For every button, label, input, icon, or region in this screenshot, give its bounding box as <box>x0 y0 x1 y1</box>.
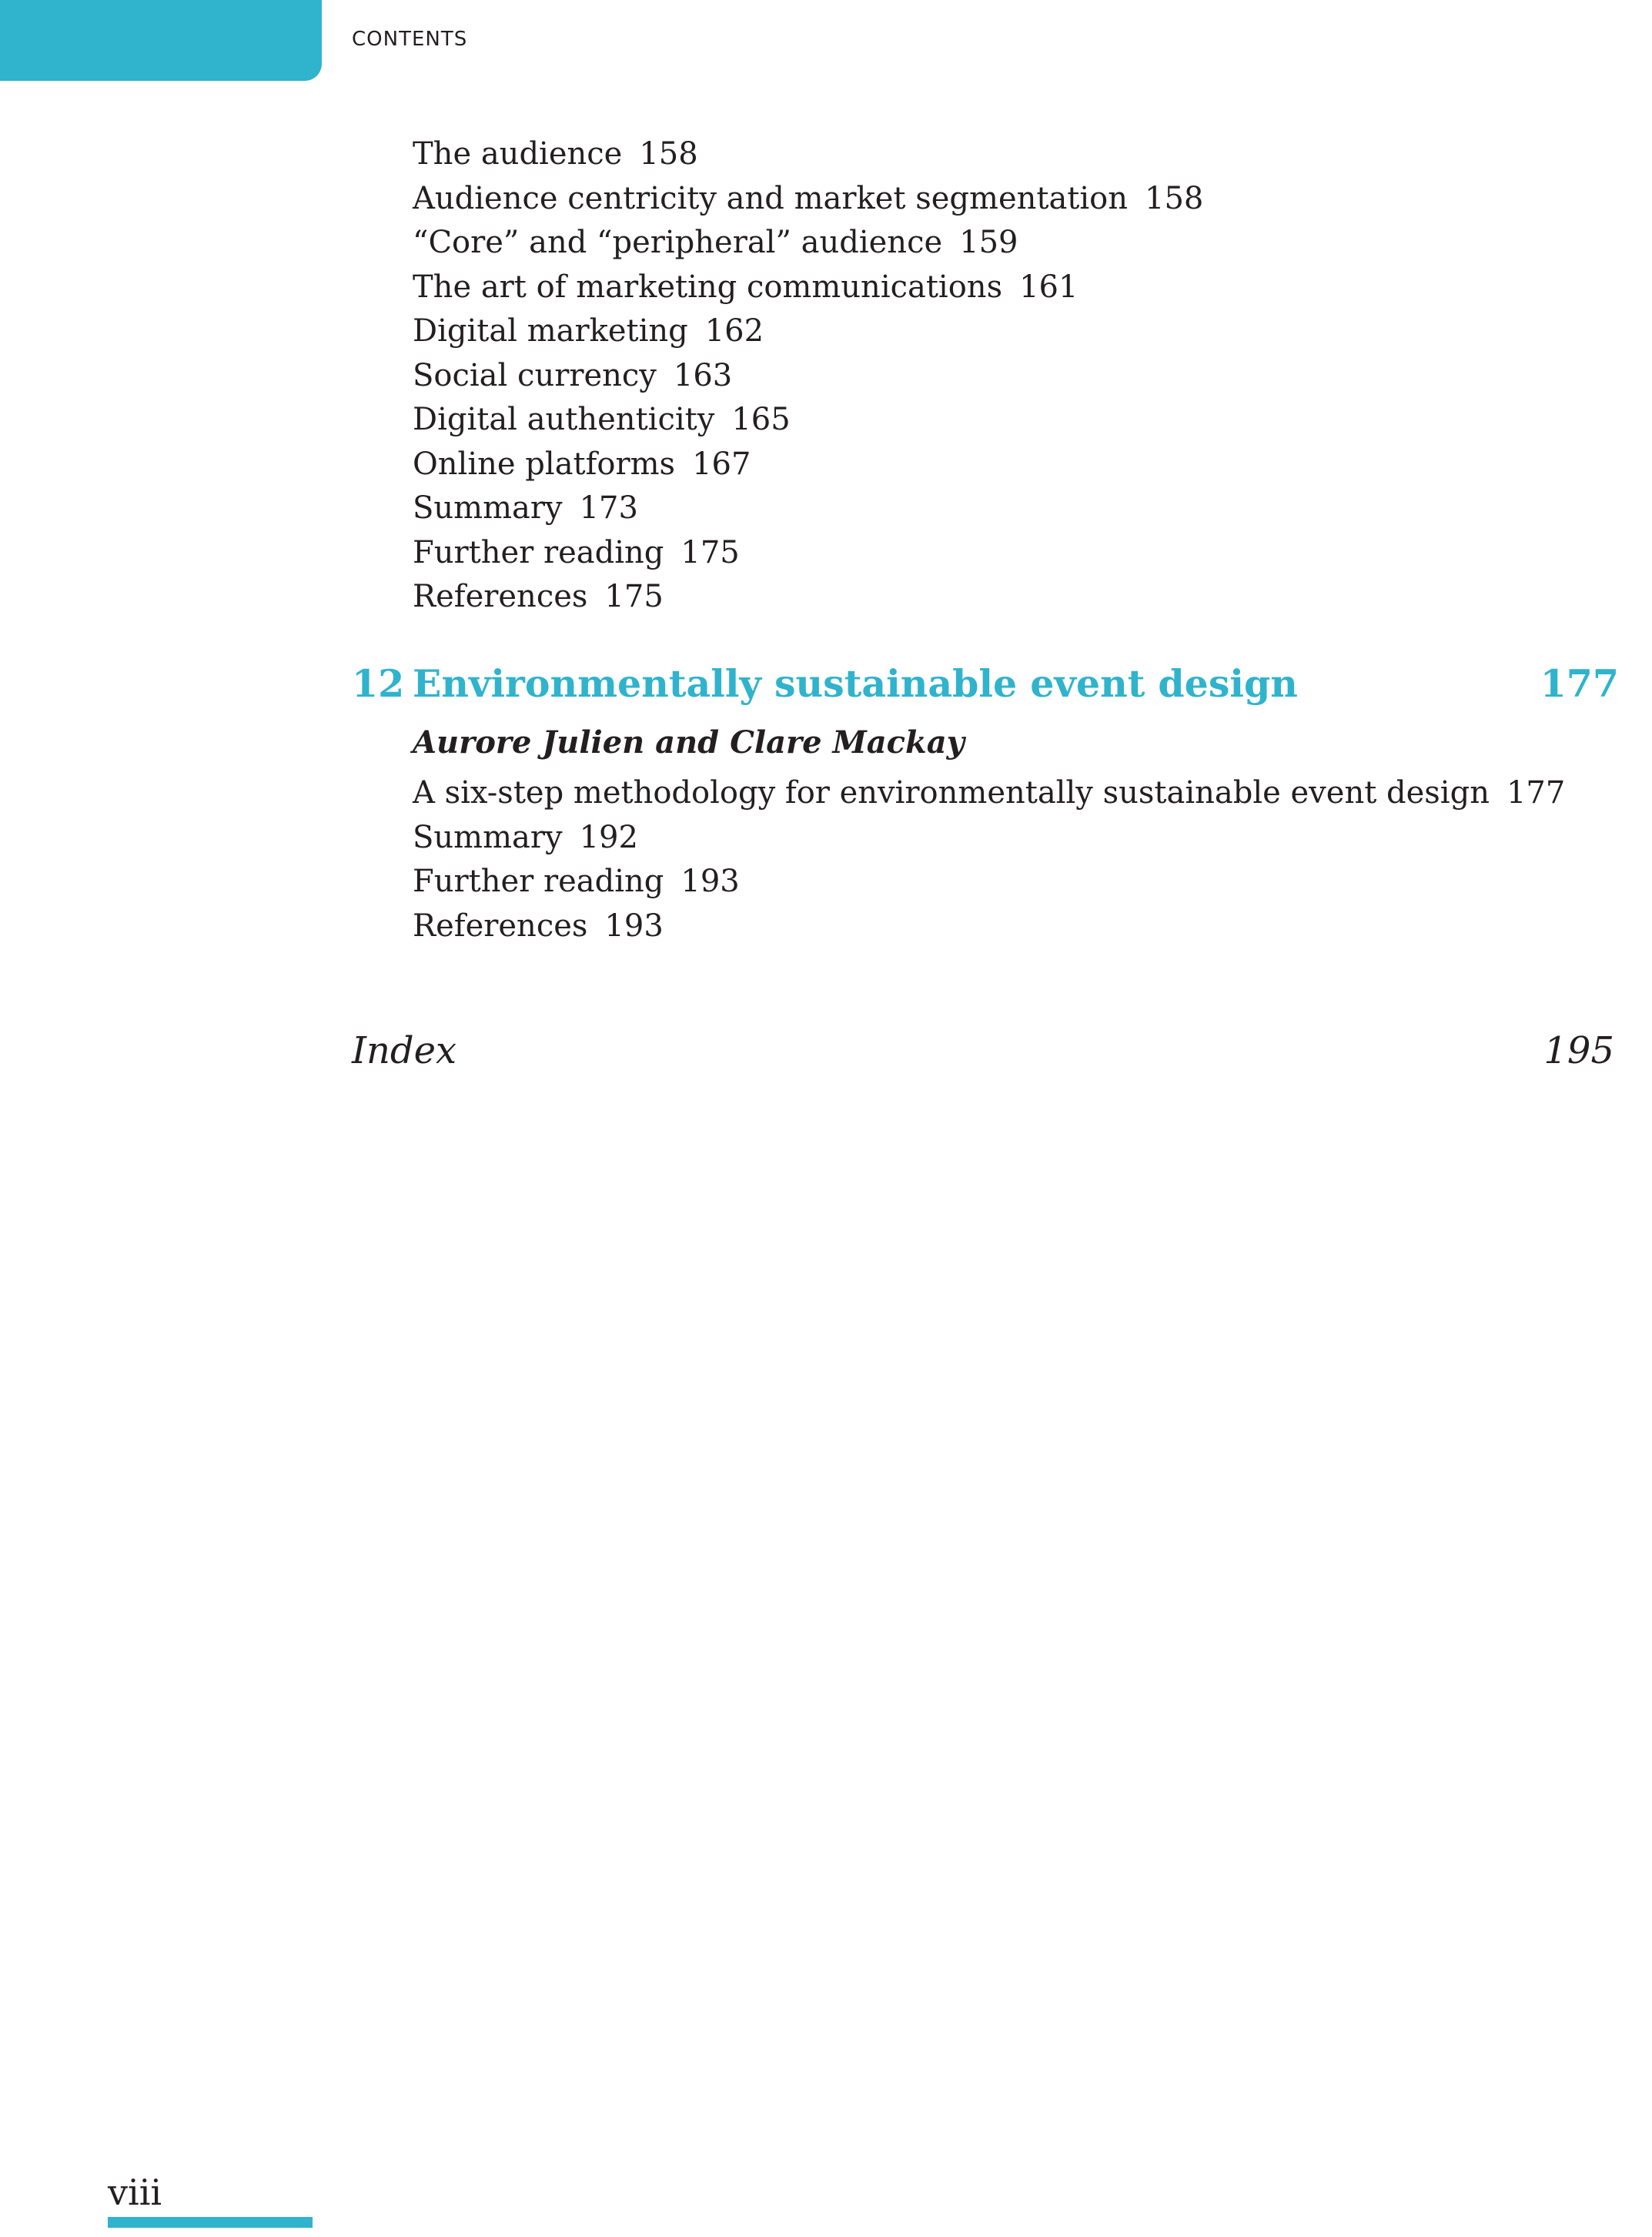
toc-entry-title: The audience <box>413 136 623 172</box>
toc-entry-page: 192 <box>579 819 638 855</box>
toc-entry-page: 163 <box>673 357 733 393</box>
chapter-authors: Aurore Julien and Clare Mackay <box>413 724 965 761</box>
toc-entry[interactable] <box>413 487 1203 531</box>
toc-entry-page: 175 <box>681 534 740 570</box>
page-folio: viii <box>108 2172 162 2213</box>
chapter-heading[interactable] <box>352 657 1619 711</box>
folio-accent-bar <box>108 2217 313 2228</box>
toc-entry[interactable] <box>413 860 1565 904</box>
index-label: Index <box>352 1029 457 1072</box>
toc-entry[interactable] <box>413 177 1203 222</box>
toc-entry-page: 193 <box>604 908 664 944</box>
running-head: CONTENTS <box>352 28 468 51</box>
index-page: 195 <box>1543 1029 1614 1072</box>
toc-entry-page: 173 <box>579 490 638 526</box>
toc-entry-title: Summary <box>413 819 563 855</box>
toc-chapter-list <box>413 771 1565 948</box>
toc-entry-title: Further reading <box>413 534 664 570</box>
toc-entry[interactable] <box>413 398 1203 443</box>
toc-entry[interactable] <box>413 575 1203 620</box>
toc-entry-title: A six-step methodology for environmentally sustainable event design <box>413 775 1490 811</box>
toc-section-list <box>413 132 1203 620</box>
toc-entry-page: 158 <box>639 136 698 172</box>
toc-entry[interactable] <box>413 904 1565 949</box>
toc-entry[interactable] <box>413 443 1203 487</box>
toc-entry-title: References <box>413 908 588 944</box>
toc-entry-page: 159 <box>959 225 1018 260</box>
toc-entry-page: 167 <box>692 446 751 482</box>
toc-entry-title: Online platforms <box>413 446 676 482</box>
toc-entry-title: References <box>413 579 588 614</box>
toc-entry-title: Social currency <box>413 357 657 393</box>
toc-entry-title: Digital marketing <box>413 313 688 349</box>
toc-entry[interactable] <box>413 266 1203 310</box>
toc-entry[interactable] <box>413 309 1203 354</box>
chapter-page: 177 <box>1540 661 1619 706</box>
chapter-number: 12 <box>352 661 405 706</box>
toc-entry[interactable] <box>413 221 1203 266</box>
toc-entry-title: Further reading <box>413 864 664 899</box>
toc-entry[interactable] <box>413 771 1565 816</box>
toc-entry-page: 162 <box>704 313 764 349</box>
toc-entry[interactable] <box>413 354 1203 399</box>
toc-entry[interactable] <box>413 816 1565 861</box>
toc-entry-title: “Core” and “peripheral” audience <box>413 225 943 260</box>
toc-entry[interactable] <box>413 132 1203 177</box>
toc-entry-title: The art of marketing communications <box>413 269 1003 305</box>
chapter-title: Environmentally sustainable event design <box>413 661 1298 706</box>
toc-entry[interactable] <box>413 531 1203 576</box>
toc-entry-page: 161 <box>1019 269 1078 305</box>
toc-entry-title: Audience centricity and market segmentation <box>413 180 1129 216</box>
toc-entry-page: 158 <box>1145 180 1204 216</box>
toc-entry-page: 165 <box>731 402 791 437</box>
toc-entry-title: Digital authenticity <box>413 402 715 437</box>
toc-entry-page: 175 <box>604 579 664 614</box>
toc-entry-page: 193 <box>681 864 740 899</box>
toc-entry-page: 177 <box>1506 775 1566 811</box>
index-entry[interactable] <box>352 1028 1614 1074</box>
toc-entry-title: Summary <box>413 490 563 526</box>
header-tab <box>0 0 322 81</box>
